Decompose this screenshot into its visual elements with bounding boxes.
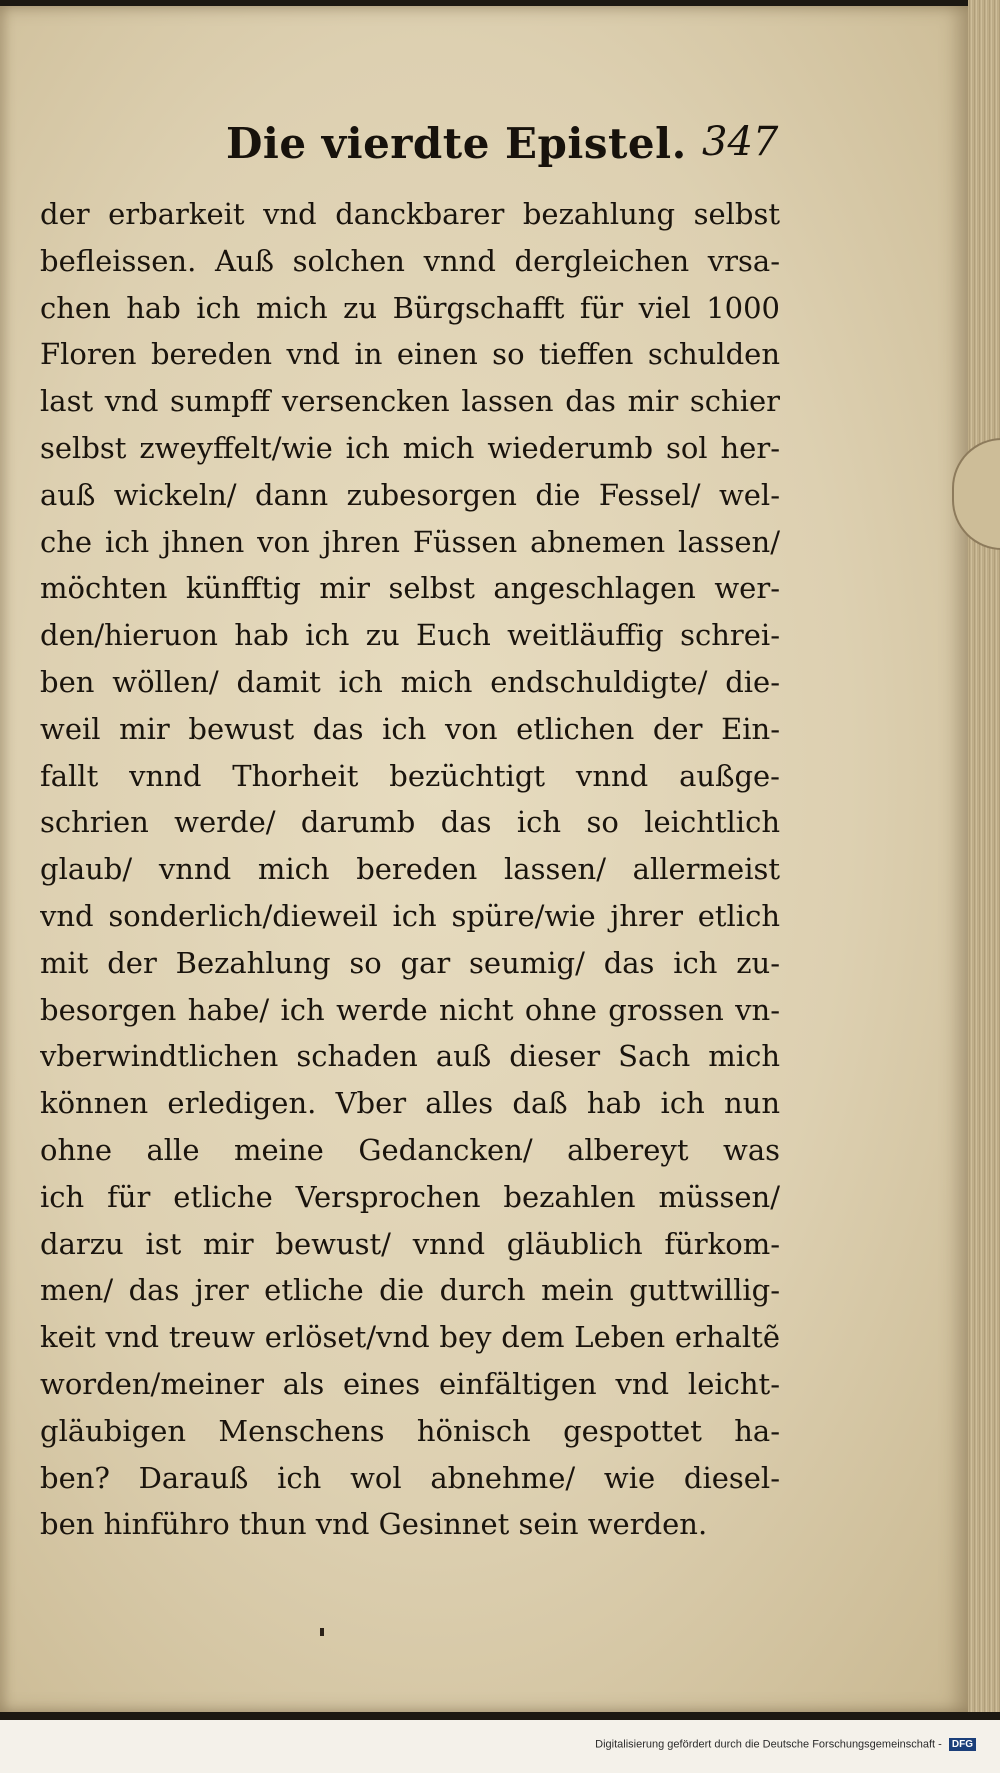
page-header xyxy=(0,119,968,179)
text-line: können erledigen. Vber alles daß hab ich nun xyxy=(40,1086,780,1121)
page-edges xyxy=(968,0,1000,1712)
text-line: den/hieruon hab ich zu Euch weitläuffig schrei- xyxy=(40,618,780,653)
text-line: vberwindtlichen schaden auß dieser Sach mich xyxy=(40,1039,780,1074)
text-block xyxy=(40,191,780,1548)
book-page xyxy=(0,6,970,1712)
text-line: ben hinführo thun vnd Gesinnet sein werden. xyxy=(40,1507,708,1542)
digitization-credit xyxy=(595,1738,976,1751)
signature-mark xyxy=(320,1628,324,1636)
text-line: selbst zweyffelt/wie ich mich wiederumb sol her- xyxy=(40,430,780,465)
text-line: darzu ist mir bewust/ vnnd gläublich fürkom- xyxy=(40,1226,780,1261)
text-line: last vnd sumpff versencken lassen das mir schier xyxy=(40,384,780,419)
text-line: weil mir bewust das ich von etlichen der Ein- xyxy=(40,711,780,746)
text-line: ohne alle meine Gedancken/ albereyt was xyxy=(40,1132,780,1167)
text-line: ben? Darauß ich wol abnehme/ wie diesel- xyxy=(40,1460,780,1495)
footer-bar xyxy=(0,1720,1000,1773)
credit-text: Digitalisierung gefördert durch die Deutsche Forschungsgemeinschaft - xyxy=(595,1738,942,1751)
text-line: vnd sonderlich/dieweil ich spüre/wie jhrer etlich xyxy=(40,898,780,933)
text-line: men/ das jrer etliche die durch mein guttwillig- xyxy=(40,1273,780,1308)
text-line: glaub/ vnnd mich bereden lassen/ allermeist xyxy=(40,852,780,887)
text-line: möchten künfftig mir selbst angeschlagen wer- xyxy=(40,571,780,606)
text-line: ben wöllen/ damit ich mich endschuldigte/ die- xyxy=(40,664,780,699)
dfg-logo-icon: DFG xyxy=(949,1738,976,1751)
text-line: worden/meiner als eines einfältigen vnd leicht- xyxy=(40,1366,780,1401)
text-line: der erbarkeit vnd danckbarer bezahlung selbst xyxy=(40,197,780,231)
text-line: gläubigen Menschens hönisch gespottet ha- xyxy=(40,1413,780,1448)
text-line: ich für etliche Versprochen bezahlen müssen/ xyxy=(40,1179,780,1214)
text-line: fallt vnnd Thorheit bezüchtigt vnnd außge- xyxy=(40,758,780,793)
text-line: Floren bereden vnd in einen so tieffen schulden xyxy=(40,337,780,372)
running-title: Die vierdte Epistel. xyxy=(226,119,687,168)
text-line: befleissen. Auß solchen vnnd dergleichen vrsa- xyxy=(40,243,780,278)
page-number: 347 xyxy=(702,119,779,165)
text-line: che ich jhnen von jhren Füssen abnemen lassen/ xyxy=(40,524,780,559)
text-line: chen hab ich mich zu Bürgschafft für viel 1000 xyxy=(40,290,780,325)
text-line: mit der Bezahlung so gar seumig/ das ich zu- xyxy=(40,945,780,980)
text-line: schrien werde/ darumb das ich so leichtlich xyxy=(40,805,780,840)
text-line: auß wickeln/ dann zubesorgen die Fessel/ wel- xyxy=(40,477,780,512)
text-line: besorgen habe/ ich werde nicht ohne grossen vn- xyxy=(40,992,780,1027)
text-line: keit vnd treuw erlöset/vnd bey dem Leben erhaltẽ xyxy=(40,1320,780,1355)
